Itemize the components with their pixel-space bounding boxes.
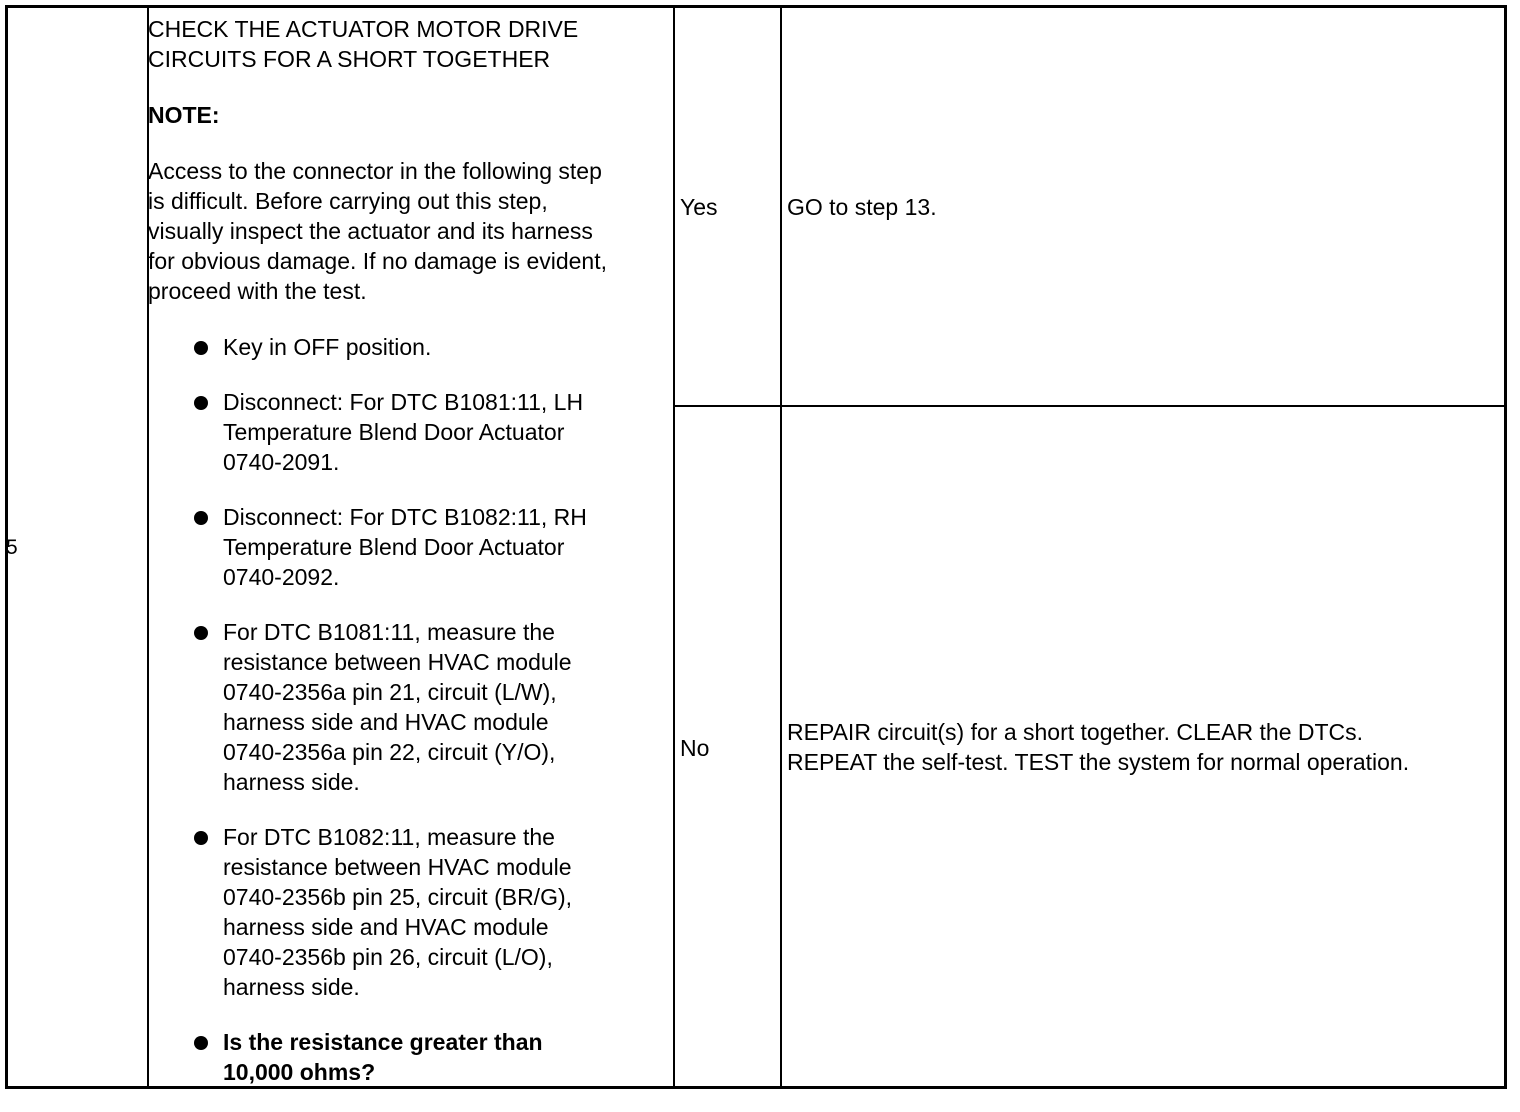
note-line: for obvious damage. If no damage is evident, — [148, 248, 608, 274]
bullet-icon — [194, 396, 208, 410]
note-label: NOTE: — [148, 102, 220, 128]
bullet-icon — [194, 341, 208, 355]
bullet-icon — [194, 831, 208, 845]
test-title-line-2: CIRCUITS FOR A SHORT TOGETHER — [148, 46, 551, 72]
note-line: visually inspect the actuator and its harness — [148, 218, 593, 244]
test-title-line-1: CHECK THE ACTUATOR MOTOR DRIVE — [148, 16, 579, 42]
procedure-steps — [148, 332, 658, 1087]
note-text — [148, 156, 658, 306]
procedure-question: Is the resistance greater than 10,000 ohms? — [148, 1027, 658, 1087]
procedure-step: For DTC B1082:11, measure the resistance between HVAC module 0740-2356b pin 25, circuit (BR/G), harness side and HVAC module 0740-2356b pin 26, circuit (L/O), harness side. — [148, 822, 658, 1002]
note-line: is difficult. Before carrying out this step, — [148, 188, 548, 214]
note-line: Access to the connector in the following step — [148, 158, 602, 184]
result-no-action: REPAIR circuit(s) for a short together. CLEAR the DTCs. REPEAT the self-test. TEST the system for normal operation. — [787, 719, 1410, 775]
procedure-step: Disconnect: For DTC B1082:11, RH Temperature Blend Door Actuator 0740-2092. — [148, 502, 658, 592]
column-divider-result — [780, 5, 782, 1089]
column-divider-test — [673, 5, 675, 1089]
row-divider-yes-no — [674, 405, 1507, 407]
result-no-label: No — [680, 735, 710, 761]
result-yes-action: GO to step 13. — [787, 194, 937, 220]
test-procedure — [148, 14, 658, 1112]
result-yes-label: Yes — [680, 194, 718, 220]
bullet-icon — [194, 1036, 208, 1050]
bullet-icon — [194, 626, 208, 640]
note-line: proceed with the test. — [148, 278, 367, 304]
procedure-step: Key in OFF position. — [148, 332, 658, 362]
bullet-icon — [194, 511, 208, 525]
procedure-step: Disconnect: For DTC B1081:11, LH Temperature Blend Door Actuator 0740-2091. — [148, 387, 658, 477]
procedure-step: For DTC B1081:11, measure the resistance between HVAC module 0740-2356a pin 21, circuit (L/W), harness side and HVAC module 0740-2356a pin 22, circuit (Y/O), harness side. — [148, 617, 658, 797]
step-number: 5 — [6, 536, 18, 559]
